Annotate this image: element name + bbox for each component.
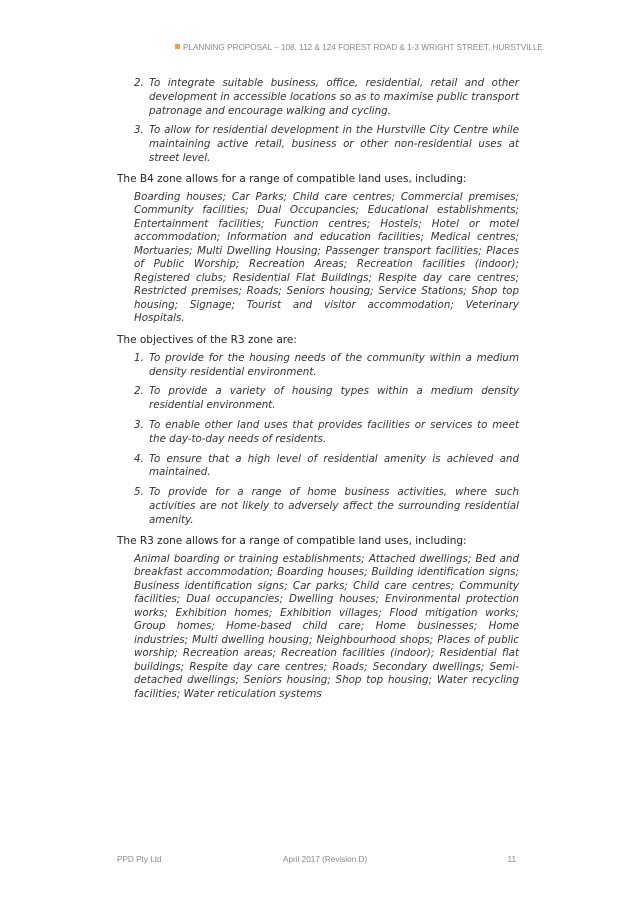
page-content: [117, 77, 519, 708]
b4-uses-heading: The B4 zone allows for a range of compatible land uses, including:: [117, 172, 467, 185]
page-header: [150, 43, 543, 52]
list-number: 2.: [134, 77, 144, 89]
r3-objectives-list: [117, 352, 519, 528]
list-text: To integrate suitable business, office, residential, retail and other development in accessible locations so as to maximise public transport patronage and encourage walking and cycling.: [149, 77, 519, 117]
list-number: 1.: [134, 351, 144, 364]
list-text: To enable other land uses that provides facilities or services to meet the day-to-day needs of residents.: [149, 418, 519, 445]
list-item: [117, 124, 519, 165]
list-text: To ensure that a high level of residential amenity is achieved and maintained.: [149, 452, 519, 479]
b4-objectives-list: [117, 77, 519, 166]
r3-uses-heading: The R3 zone allows for a range of compatible land uses, including:: [117, 534, 467, 547]
list-number: 5.: [134, 486, 144, 499]
header-title: PLANNING PROPOSAL – 108, 112 & 124 FOREST ROAD & 1-3 WRIGHT STREET, HURSTVILLE: [182, 43, 543, 52]
footer-company: PPD Pty Ltd: [117, 855, 162, 864]
list-item: [117, 486, 519, 527]
r3-uses-text: Animal boarding or training establishments; Attached dwellings; Bed and breakfast accommodation; Boarding houses; Building identification signs; Business identification signs; Car parks; Child care centres; Community facilities; Dual occupancies; Dwelling houses; Environmental protection works; Exhibition homes; Exhibition villages; Flood mitigation works; Group homes; Home-based child care; Home businesses; Home industries; Multi dwelling housing; Neighbourhood shops; Places of public worship; Recreation areas; Recreation facilities (indoor); Residential flat buildings; Respite day care centres; Roads; Secondary dwellings; Semi-detached dwellings; Seniors housing; Shop top housing; Water recycling facilities; Water reticulation systems: [134, 552, 519, 700]
list-number: 2.: [134, 385, 144, 398]
list-item: [117, 352, 519, 380]
footer-date: April 2017 (Revision D): [283, 855, 368, 864]
list-text: To allow for residential development in the Hurstville City Centre while maintaining active retail, business or other non-residential uses at street level.: [149, 124, 519, 164]
list-number: 3.: [134, 418, 144, 431]
list-item: [117, 385, 519, 413]
list-text: To provide for a range of home business activities, where such activities are not likely to adversely affect the surrounding residential amenity.: [149, 486, 519, 526]
list-item: [117, 77, 519, 118]
page-number: 11: [507, 855, 516, 864]
list-number: 3.: [134, 124, 144, 137]
list-item: [117, 453, 519, 481]
r3-objectives-heading: The objectives of the R3 zone are:: [117, 333, 297, 346]
list-text: To provide a variety of housing types within a medium density residential environment.: [149, 385, 519, 412]
header-bullet-icon: [175, 44, 180, 49]
list-number: 4.: [134, 452, 144, 465]
page-footer: [117, 855, 519, 867]
b4-uses-text: Boarding houses; Car Parks; Child care centres; Commercial premises; Community facilities; Dual Occupancies; Educational establishments; Entertainment facilities; Function centres; Hostels; Hotel or motel accommodation; Information and education facilities; Medical centres; Mortuaries; Multi Dwelling Housing; Passenger transport facilities; Places of Public Worship; Recreation Areas; Recreation facilities (indoor); Registered clubs; Residential Flat Buildings; Respite day care centres; Restricted premises; Roads; Seniors housing; Service Stations; Shop top housing; Signage; Tourist and visitor accommodation; Veterinary Hospitals.: [134, 190, 519, 325]
list-text: To provide for the housing needs of the community within a medium density residential environment.: [149, 351, 519, 378]
list-item: [117, 419, 519, 447]
